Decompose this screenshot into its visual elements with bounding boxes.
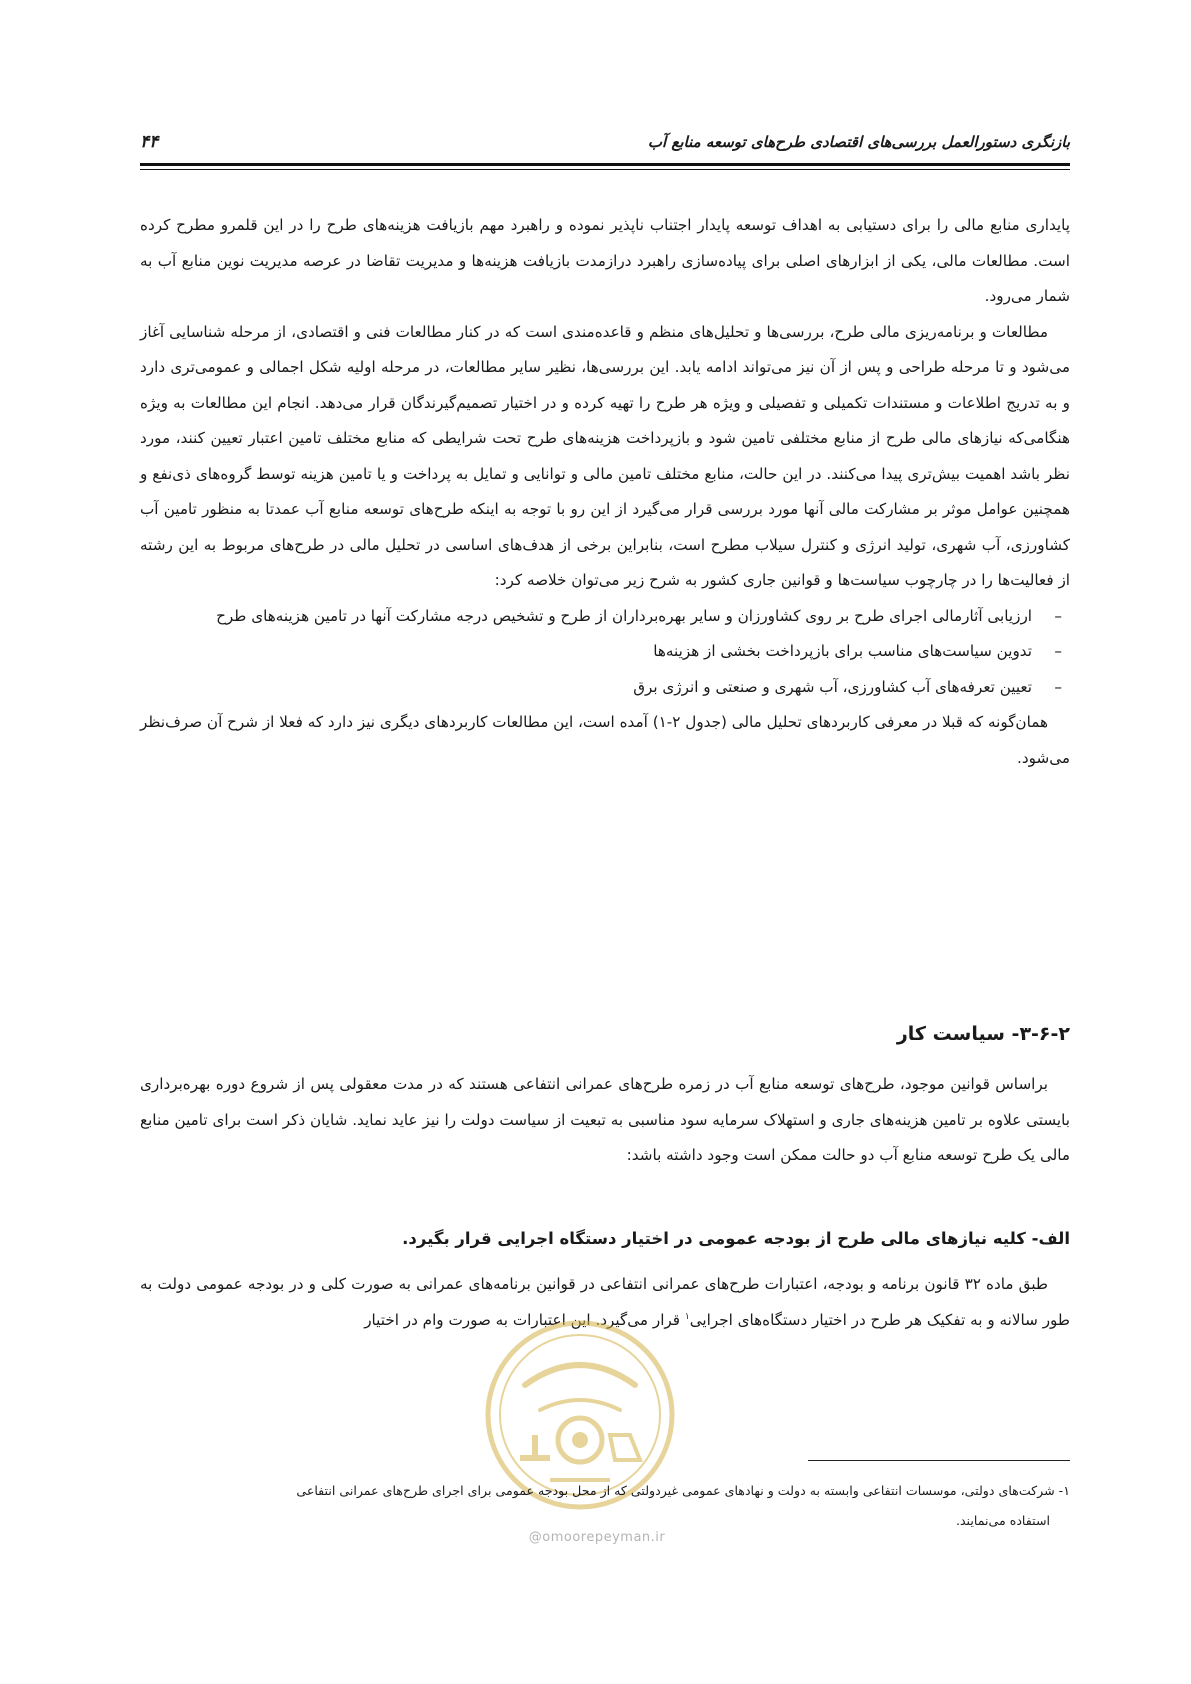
paragraph-1: پایداری منابع مالی را برای دستیابی به اهداف توسعه پایدار اجتناب ناپذیر نموده و راهبرد مهم بازیافت هزینه‌های طرح را در این قلمرو مطرح کرده است. مطالعات مالی، یکی از ابزارهای اصلی برای پیاده‌سازی راهبرد درازمدت بازیافت هزینه‌ها و مدیریت تقاضا در عرصه مدیریت نوین منابع آب به شمار می‌رود. (140, 216, 1070, 305)
footnote-rule (808, 1460, 1070, 1461)
header-title: بازنگری دستورالعمل بررسی‌های اقتصادی طرح‌های توسعه منابع آب (647, 133, 1070, 151)
paragraph-5-before: طبق ماده ۳۲ قانون برنامه و بودجه، اعتبارات طرح‌های عمرانی انتفاعی در قوانین برنامه‌های عمرانی به صورت کلی و در بودجه عمومی دولت به طور سالانه و به تفکیک هر طرح در اختیار دستگاه‌های اجرایی (140, 1275, 1070, 1329)
bullet-list (140, 599, 1070, 706)
section-body (140, 1067, 1070, 1174)
sub-heading: الف- کلیه نیازهای مالی طرح از بودجه عمومی در اختیار دستگاه اجرایی قرار بگیرد. (402, 1229, 1070, 1248)
page-number: ۴۴ (140, 132, 159, 152)
main-body (140, 208, 1070, 776)
paragraph-2: مطالعات و برنامه‌ریزی مالی طرح، بررسی‌ها و تحلیل‌های منظم و قاعده‌مندی است که در کنار مطالعات فنی و اقتصادی، از مرحله شناسایی آغاز می‌شود و تا مرحله طراحی و پس از آن نیز می‌تواند ادامه یابد. این بررسی‌ها، نظیر سایر مطالعات، در مرحله اولیه شکل اجمالی و عمومی‌تری دارد و به تدریج اطلاعات و مستندات تکمیلی و تفصیلی و ویژه هر طرح را تهیه کرده و در اختیار تصمیم‌گیرندگان قرار می‌دهد. انجام این مطالعات به ویژه هنگامی‌که نیازهای مالی طرح از منابع مختلفی تامین شود و بازپرداخت هزینه‌های طرح تحت شرایطی که منابع مختلف تامین اعتبار تعیین کنند، مورد نظر باشد اهمیت بیش‌تری پیدا می‌کنند. در این حالت، منابع مختلف تامین مالی و توانایی و تمایل به پرداخت و یا تامین هزینه توسط گروه‌های ذی‌نفع و همچنین عوامل موثر بر مشارکت مالی آنها مورد بررسی قرار می‌گیرد از این رو با توجه به اینکه طرح‌های توسعه منابع آب عمدتا به منظور تامین آب کشاورزی، آب شهری، تولید انرژی و کنترل سیلاب مطرح است، بنابراین برخی از هدف‌های اساسی در تحلیل مالی در طرح‌های مربوط به این رشته از فعالیت‌ها را در چارچوب سیاست‌ها و قوانین جاری کشور به شرح زیر می‌توان خلاصه کرد: (140, 322, 1070, 589)
header-rule-thin (140, 169, 1070, 170)
watermark-url: @omoorepeyman.ir (528, 1530, 666, 1545)
paragraph-4: براساس قوانین موجود، طرح‌های توسعه منابع آب در زمره طرح‌های عمرانی انتفاعی هستند که در مدت معقولی پس از شروع دوره بهره‌برداری بایستی علاوه بر تامین هزینه‌های جاری و استهلاک سرمایه سود مناسبی به تبعیت از سیاست دولت را نیز عاید نماید. شایان ذکر است برای تامین منابع مالی یک طرح توسعه منابع آب دو حالت ممکن است وجود داشته باشد: (140, 1075, 1070, 1164)
header-rule-thick (140, 163, 1070, 166)
list-item-text: ارزیابی آثارمالی اجرای طرح بر روی کشاورزان و سایر بهره‌برداران از طرح و تشخیص درجه مشارکت آنها در تامین هزینه‌های طرح (216, 606, 1032, 625)
paragraph-5-after: قرار می‌گیرد. این اعتبارات به صورت وام در اختیار (364, 1310, 681, 1329)
page-header (140, 124, 1070, 160)
paragraph-3: همان‌گونه که قبلا در معرفی کاربردهای تحلیل مالی (جدول ۲-۱) آمده است، این مطالعات کاربردهای دیگری نیز دارد که فعلا از شرح آن صرف‌نظر می‌شود. (140, 713, 1070, 767)
footnote-line-1: ۱- شرکت‌های دولتی، موسسات انتفاعی وابسته به دولت و نهادهای عمومی غیردولتی که از محل بودجه عمومی برای اجرای طرح‌های عمرانی انتفاعی (296, 1483, 1070, 1498)
list-item: – تعیین تعرفه‌های آب کشاورزی، آب شهری و صنعتی و انرژی برق (633, 677, 1062, 696)
footnote (140, 1476, 1070, 1536)
list-item-text: تعیین تعرفه‌های آب کشاورزی، آب شهری و صنعتی و انرژی برق (633, 677, 1032, 696)
list-item-text: تدوین سیاست‌های مناسب برای بازپرداخت بخشی از هزینه‌ها (653, 642, 1032, 660)
section-heading: ۳-۶-۲- سیاست کار (896, 1023, 1070, 1045)
list-item: – ارزیابی آثارمالی اجرای طرح بر روی کشاورزان و سایر بهره‌برداران از طرح و تشخیص درجه مشارکت آنها در تامین هزینه‌های طرح (216, 606, 1062, 625)
list-item: – تدوین سیاست‌های مناسب برای بازپرداخت بخشی از هزینه‌ها (653, 642, 1062, 660)
footnote-reference: ۱ (684, 1311, 690, 1322)
footnote-line-2: استفاده می‌نمایند. (955, 1513, 1050, 1528)
